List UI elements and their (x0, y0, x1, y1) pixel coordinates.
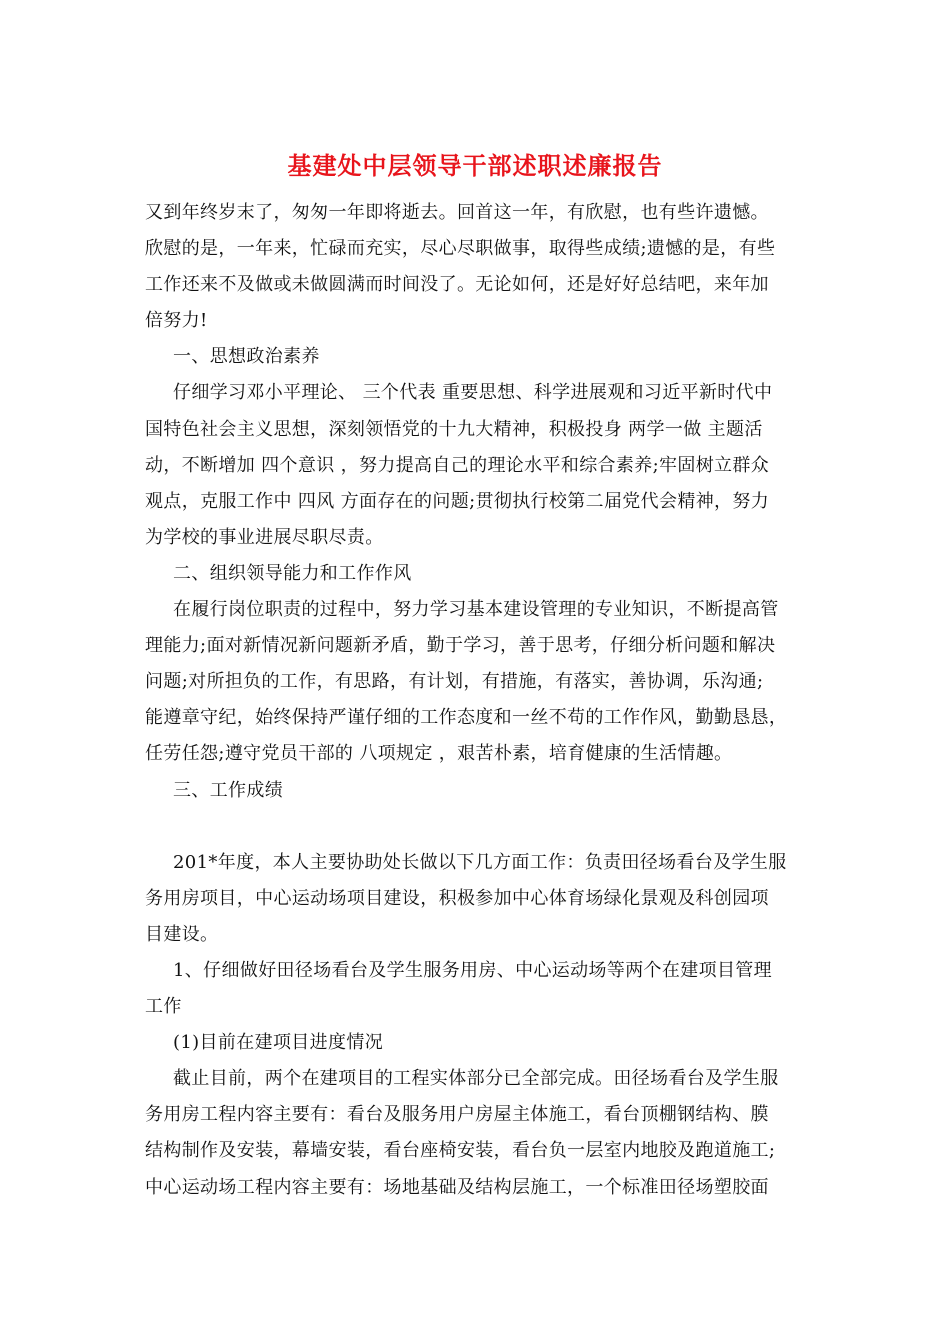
blank-line (145, 809, 825, 845)
document-title: 基建处中层领导干部述职述廉报告 (287, 151, 663, 180)
body-line: 在履行岗位职责的过程中，努力学习基本建设管理的专业知识，不断提高管 (173, 599, 779, 621)
body-line: 问题;对所担负的工作，有思路，有计划，有措施，有落实，善协调，乐沟通; (145, 671, 764, 693)
body-line: 1、仔细做好田径场看台及学生服务用房、中心运动场等两个在建项目管理 (173, 959, 772, 981)
body-line: 务用房项目，中心运动场项目建设，积极参加中心体育场绿化景观及科创园项 (145, 887, 769, 909)
body-line: 中心运动场工程内容主要有：场地基础及结构层施工，一个标准田径场塑胶面 (145, 1176, 769, 1198)
body-line: 动，不断增加 四个意识 ，努力提高自己的理论水平和综合素养;牢固树立群众 (145, 454, 770, 476)
body-line: 工作 (145, 996, 182, 1018)
body-line: (1)目前在建项目进度情况 (173, 1032, 384, 1054)
body-line: 截止目前，两个在建项目的工程实体部分已全部完成。田径场看台及学生服 (173, 1068, 779, 1090)
body-line: 务用房工程内容主要有：看台及服务用户房屋主体施工，看台顶棚钢结构、膜 (145, 1104, 769, 1126)
body-line: 又到年终岁末了，匆匆一年即将逝去。回首这一年，有欣慰，也有些许遗憾。 (145, 202, 769, 223)
body-line: 二、组织领导能力和工作作风 (173, 562, 412, 584)
body-line: 理能力;面对新情况新问题新矛盾，勤于学习，善于思考，仔细分析问题和解决 (145, 635, 776, 657)
body-line: 201*年度，本人主要协助处长做以下几方面工作：负责田径场看台及学生服 (173, 851, 787, 873)
body-line: 国特色社会主义思想，深刻领悟党的十九大精神，积极投身 两学一做 主题活 (145, 418, 763, 440)
body-line: 能遵章守纪，始终保持严谨仔细的工作态度和一丝不苟的工作作风，勤勤恳恳， (145, 707, 788, 729)
document-body (145, 195, 825, 1206)
body-line: 结构制作及安装，幕墙安装，看台座椅安装，看台负一层室内地胶及跑道施工; (145, 1140, 776, 1162)
body-line: 欣慰的是，一年来，忙碌而充实，尽心尽职做事，取得些成绩;遗憾的是，有些 (145, 238, 776, 260)
body-line: 三、工作成绩 (173, 779, 284, 801)
body-line: 仔细学习邓小平理论、 三个代表 重要思想、科学进展观和习近平新时代中 (173, 382, 773, 404)
body-line: 一、思想政治素养 (173, 346, 320, 368)
body-line: 任劳任怨;遵守党员干部的 八项规定 ，艰苦朴素，培育健康的生活情趣。 (145, 743, 733, 765)
body-line: 倍努力! (145, 310, 208, 332)
body-line: 为学校的事业进展尽职尽责。 (145, 526, 384, 548)
body-line: 工作还来不及做或未做圆满而时间没了。无论如何，还是好好总结吧，来年加 (145, 274, 769, 296)
body-line: 观点，克服工作中 四风 方面存在的问题;贯彻执行校第二届党代会精神，努力 (145, 490, 770, 512)
body-line: 目建设。 (145, 923, 219, 945)
